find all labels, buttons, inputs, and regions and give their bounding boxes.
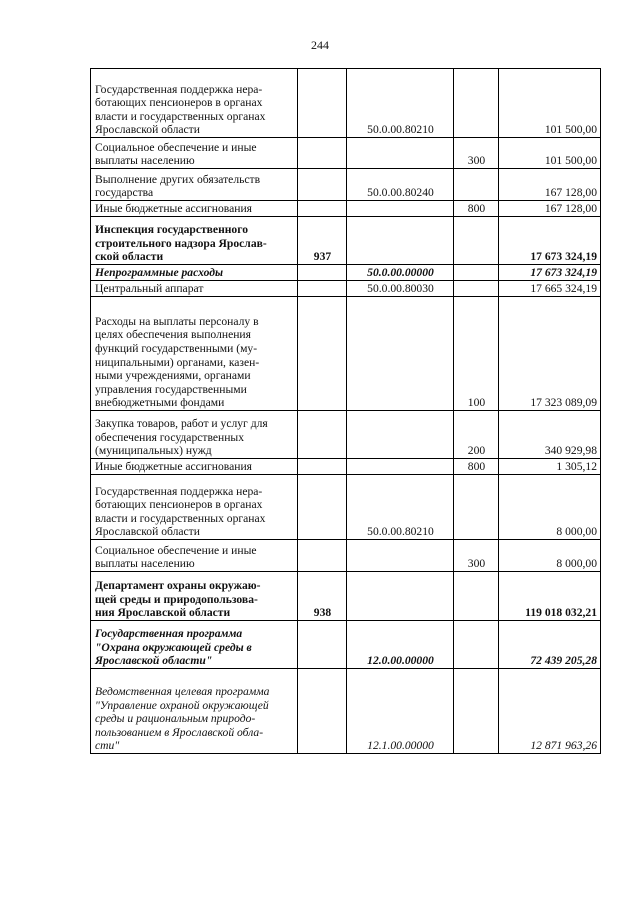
cell-amount: 167 128,00	[499, 201, 601, 217]
cell-name-line: Государственная поддержка нера-	[95, 82, 263, 96]
cell-expense-type	[454, 475, 499, 540]
cell-expense-type	[454, 169, 499, 201]
cell-target-article: 50.0.00.80240	[347, 169, 454, 201]
table-row	[91, 297, 601, 411]
cell-amount: 12 871 963,26	[499, 669, 601, 754]
cell-target-article: 50.0.00.80210	[347, 475, 454, 540]
cell-amount: 17 673 324,19	[499, 265, 601, 281]
cell-ministry-code	[298, 621, 347, 669]
cell-expense-type	[454, 281, 499, 297]
cell-name-line: целях обеспечения выполнения	[95, 328, 251, 342]
cell-name-line: ния Ярославской области	[95, 606, 231, 620]
cell-name-line: среды и рациональным природо-	[95, 712, 256, 726]
table-row	[91, 475, 601, 540]
cell-ministry-code	[298, 459, 347, 475]
cell-name-line: Непрограммные расходы	[95, 266, 224, 280]
cell-target-article	[347, 572, 454, 621]
cell-target-article	[347, 411, 454, 459]
cell-name-line: ботающих пенсионеров в органах	[95, 498, 263, 512]
cell-name	[91, 669, 298, 754]
table-row	[91, 572, 601, 621]
cell-expense-type	[454, 621, 499, 669]
cell-name-line: выплаты населению	[95, 154, 195, 168]
cell-expense-type: 300	[454, 540, 499, 572]
cell-amount: 8 000,00	[499, 540, 601, 572]
cell-target-article: 50.0.00.80030	[347, 281, 454, 297]
table-row	[91, 540, 601, 572]
cell-name-line: Иные бюджетные ассигнования	[95, 460, 252, 474]
table-row	[91, 281, 601, 297]
cell-name	[91, 281, 298, 297]
cell-name	[91, 217, 298, 265]
cell-ministry-code	[298, 138, 347, 169]
page-number: 244	[311, 38, 329, 52]
table-row	[91, 621, 601, 669]
cell-expense-type	[454, 265, 499, 281]
cell-name-line: власти и государственных органах	[95, 511, 266, 525]
cell-name-line: Социальное обеспечение и иные	[95, 543, 257, 557]
cell-ministry-code: 937	[298, 217, 347, 265]
table-row	[91, 217, 601, 265]
cell-ministry-code	[298, 297, 347, 411]
cell-amount: 17 665 324,19	[499, 281, 601, 297]
cell-name-line: государства	[95, 186, 154, 200]
cell-name-line: Государственная поддержка нера-	[95, 484, 263, 498]
cell-name	[91, 621, 298, 669]
table-row	[91, 69, 601, 138]
cell-expense-type: 800	[454, 459, 499, 475]
cell-expense-type	[454, 217, 499, 265]
cell-amount: 1 305,12	[499, 459, 601, 475]
cell-expense-type: 300	[454, 138, 499, 169]
cell-name	[91, 459, 298, 475]
cell-ministry-code: 938	[298, 572, 347, 621]
cell-name-line: функций государственными (му-	[95, 342, 258, 356]
cell-name-line: "Управление охраной окружающей	[95, 698, 269, 712]
cell-ministry-code	[298, 69, 347, 138]
cell-name-line: Ярославской области	[95, 525, 200, 539]
cell-name-line: Центральный аппарат	[95, 282, 204, 296]
cell-name	[91, 540, 298, 572]
table-row	[91, 169, 601, 201]
cell-ministry-code	[298, 169, 347, 201]
cell-amount: 167 128,00	[499, 169, 601, 201]
cell-expense-type	[454, 572, 499, 621]
budget-table-body	[91, 69, 601, 754]
table-row	[91, 669, 601, 754]
cell-ministry-code	[298, 475, 347, 540]
cell-target-article: 50.0.00.80210	[347, 69, 454, 138]
cell-name	[91, 138, 298, 169]
cell-name-line: Расходы на выплаты персоналу в	[95, 314, 259, 328]
cell-name	[91, 201, 298, 217]
cell-name-line: ской области	[95, 250, 164, 264]
cell-name-line: щей среды и природопользова-	[95, 592, 258, 606]
cell-name-line: пользованием в Ярославской обла-	[95, 725, 264, 739]
cell-target-article	[347, 459, 454, 475]
budget-table	[90, 68, 601, 754]
table-row	[91, 201, 601, 217]
cell-name-line: Ярославской области	[95, 123, 200, 137]
cell-name-line: (муниципальных) нужд	[95, 444, 212, 458]
cell-target-article	[347, 540, 454, 572]
cell-target-article	[347, 297, 454, 411]
cell-ministry-code	[298, 201, 347, 217]
cell-target-article: 12.0.00.00000	[347, 621, 454, 669]
cell-amount: 340 929,98	[499, 411, 601, 459]
cell-name-line: внебюджетными фондами	[95, 396, 225, 410]
cell-expense-type	[454, 669, 499, 754]
cell-name	[91, 169, 298, 201]
cell-ministry-code	[298, 411, 347, 459]
cell-name	[91, 69, 298, 138]
cell-expense-type: 100	[454, 297, 499, 411]
cell-name	[91, 475, 298, 540]
cell-amount: 17 323 089,09	[499, 297, 601, 411]
table-row	[91, 411, 601, 459]
cell-name	[91, 265, 298, 281]
cell-name-line: сти"	[95, 739, 120, 753]
cell-target-article	[347, 201, 454, 217]
cell-name-line: строительного надзора Ярослав-	[95, 236, 267, 250]
cell-target-article	[347, 138, 454, 169]
cell-ministry-code	[298, 281, 347, 297]
cell-name-line: власти и государственных органах	[95, 109, 266, 123]
cell-name-line: управления государственными	[95, 382, 247, 396]
cell-name-line: Выполнение других обязательств	[95, 172, 261, 186]
table-row	[91, 265, 601, 281]
cell-name-line: Ведомственная целевая программа	[95, 685, 270, 699]
cell-ministry-code	[298, 669, 347, 754]
cell-name-line: "Охрана окружающей среды в	[95, 640, 252, 654]
cell-target-article	[347, 217, 454, 265]
cell-name	[91, 572, 298, 621]
table-row	[91, 138, 601, 169]
cell-amount: 72 439 205,28	[499, 621, 601, 669]
cell-name	[91, 411, 298, 459]
cell-amount: 101 500,00	[499, 69, 601, 138]
cell-expense-type: 200	[454, 411, 499, 459]
cell-name-line: ниципальными) органами, казен-	[95, 355, 260, 369]
cell-ministry-code	[298, 265, 347, 281]
cell-amount: 17 673 324,19	[499, 217, 601, 265]
cell-name-line: Инспекция государственного	[95, 223, 248, 237]
cell-name-line: обеспечения государственных	[95, 430, 245, 444]
cell-name-line: Ярославской области"	[95, 654, 213, 668]
table-row	[91, 459, 601, 475]
cell-name-line: Департамент охраны окружаю-	[95, 579, 261, 593]
cell-expense-type	[454, 69, 499, 138]
cell-name-line: Закупка товаров, работ и услуг для	[95, 417, 268, 431]
cell-amount: 101 500,00	[499, 138, 601, 169]
cell-name-line: Социальное обеспечение и иные	[95, 140, 257, 154]
cell-ministry-code	[298, 540, 347, 572]
cell-expense-type: 800	[454, 201, 499, 217]
cell-amount: 8 000,00	[499, 475, 601, 540]
cell-target-article: 50.0.00.00000	[347, 265, 454, 281]
cell-name-line: выплаты населению	[95, 557, 195, 571]
cell-name-line: Иные бюджетные ассигнования	[95, 202, 252, 216]
cell-amount: 119 018 032,21	[499, 572, 601, 621]
cell-name-line: ными учреждениями, органами	[95, 369, 251, 383]
cell-target-article: 12.1.00.00000	[347, 669, 454, 754]
cell-name-line: ботающих пенсионеров в органах	[95, 96, 263, 110]
cell-name	[91, 297, 298, 411]
cell-name-line: Государственная программа	[95, 627, 243, 641]
